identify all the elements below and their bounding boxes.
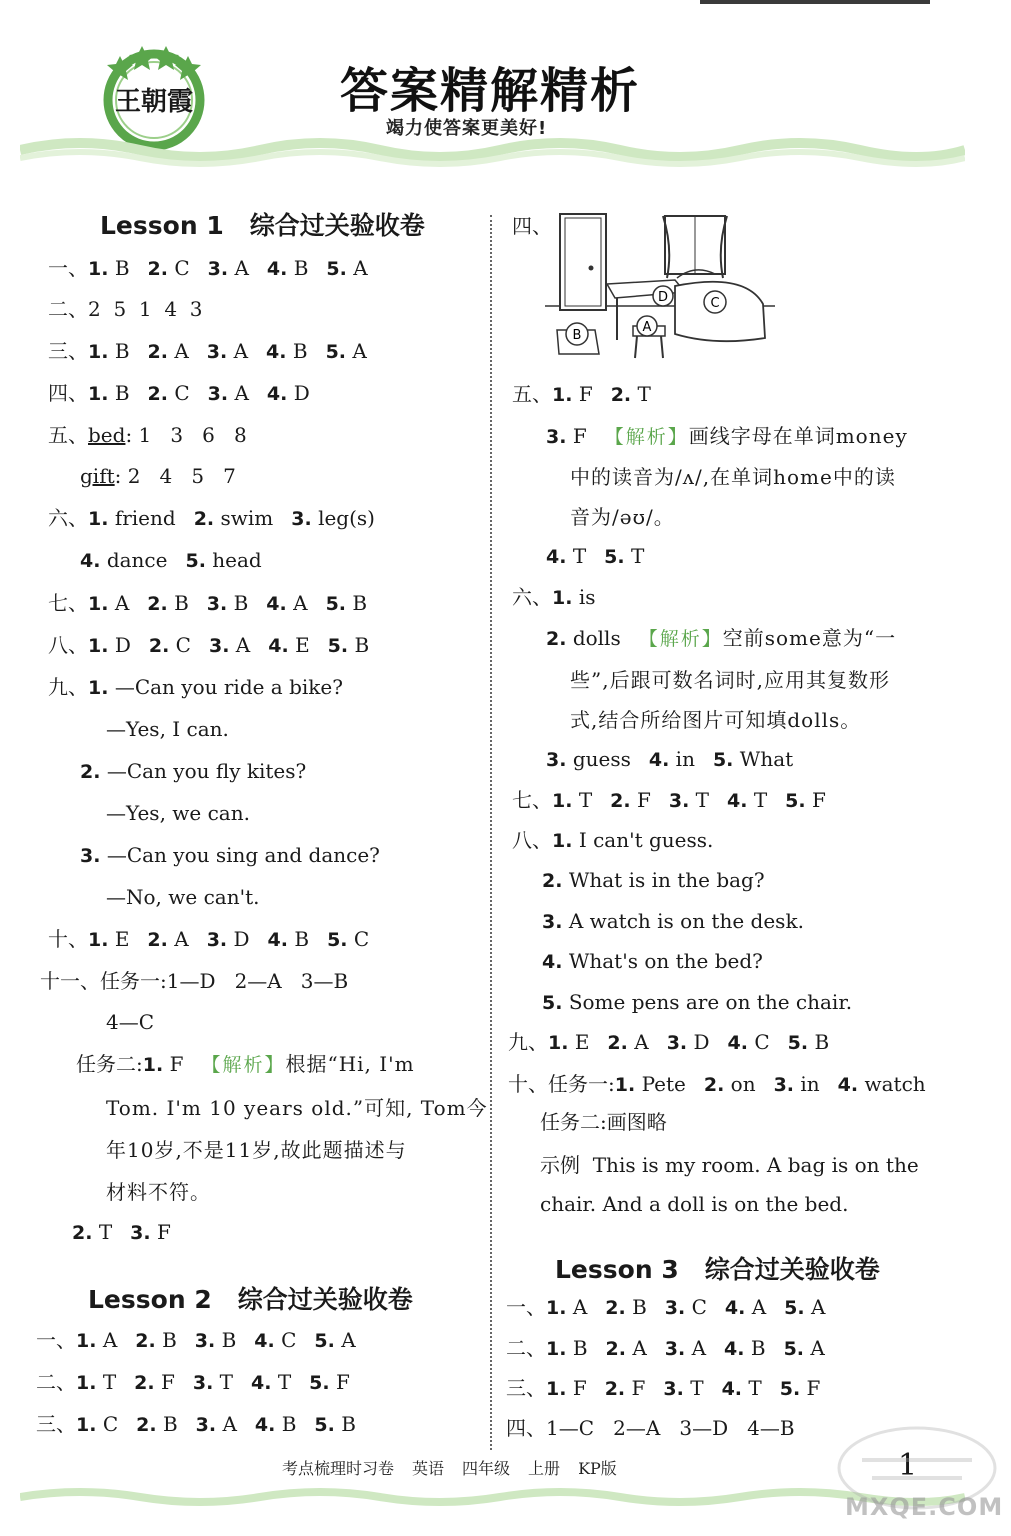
l1-section1: 一、1. B 2. C 3. A 4. B 5. A (48, 256, 368, 280)
page-footer: 考点梳理时习卷 英语 四年级 上册 KP版 (282, 1459, 617, 1478)
l1-section9-q1: 九、1. —Can you ride a bike? (48, 675, 343, 699)
l2-section8-1: 八、1. I can't guess. (512, 828, 714, 852)
l2-section10-example1: 示例 This is my room. A bag is on the (540, 1153, 919, 1177)
l2-section6-b: 3. guess 4. in 5. What (546, 747, 794, 771)
page-subtitle: 竭力使答案更美好! (386, 118, 548, 139)
l1-section9-q3: 3. —Can you sing and dance? (80, 843, 380, 867)
l3-section1: 一、1. A 2. B 3. C 4. A 5. A (506, 1295, 826, 1319)
room-picture (545, 208, 775, 363)
l2-section3: 三、1. C 2. B 3. A 4. B 5. B (36, 1412, 356, 1436)
l3-section4: 四、1—C 2—A 3—D 4—B (506, 1416, 795, 1440)
footer-wave-band (20, 1484, 965, 1510)
l2-section5-note2: 中的读音为/ʌ/,在单词home中的读 (570, 465, 896, 489)
l2-section2: 二、1. T 2. F 3. T 4. T 5. F (36, 1370, 350, 1394)
svg-text:A: A (642, 320, 652, 335)
l1-section11-task1b: 4—C (106, 1010, 155, 1034)
svg-text:D: D (657, 290, 669, 305)
l2-section10-example2: chair. And a doll is on the bed. (540, 1192, 849, 1216)
l1-section11-task1: 十一、任务一:1—D 2—A 3—B (40, 969, 349, 993)
l2-section6-note3: 式,结合所给图片可知填dolls。 (570, 708, 862, 732)
top-rule (700, 0, 930, 4)
l1-section9-r1: —Yes, I can. (106, 717, 229, 741)
l1-section9-r3: —No, we can't. (106, 885, 260, 909)
l2-section8-4: 4. What's on the bed? (542, 949, 763, 973)
l1-section6-b: 4. dance 5. head (80, 548, 262, 572)
picture-label-b (566, 323, 588, 345)
l1-section3: 三、1. B 2. A 3. A 4. B 5. A (48, 339, 367, 363)
page-number: 1 (898, 1448, 918, 1483)
l3-section3: 三、1. F 2. F 3. T 4. T 5. F (506, 1376, 821, 1400)
l2-section7: 七、1. T 2. F 3. T 4. T 5. F (512, 788, 826, 812)
header-wave-band (20, 128, 965, 170)
page-title: 答案精解精析 (340, 63, 641, 119)
column-divider (490, 215, 492, 1450)
l2-section8-5: 5. Some pens are on the chair. (542, 990, 853, 1014)
l1-section11-note2: Tom. I'm 10 years old.”可知, Tom今 (106, 1096, 488, 1120)
l2-section5-a: 五、1. F 2. T (512, 382, 651, 406)
l1-section4: 四、1. B 2. C 3. A 4. D (48, 381, 310, 405)
l3-section2: 二、1. B 2. A 3. A 4. B 5. A (506, 1336, 825, 1360)
lesson2-heading: Lesson 2 综合过关验收卷 (88, 1285, 413, 1314)
picture-label-d (653, 286, 673, 306)
l2-section5-q3: 3. F 【解析】画线字母在单词money (546, 424, 908, 448)
lesson3-heading: Lesson 3 综合过关验收卷 (555, 1255, 880, 1284)
l1-section10: 十、1. E 2. A 3. D 4. B 5. C (48, 927, 370, 951)
l1-section5-gift: gift: 2 4 5 7 (80, 464, 236, 488)
l2-section6-a: 六、1. is (512, 585, 596, 609)
l1-section6-a: 六、1. friend 2. swim 3. leg(s) (48, 506, 375, 530)
l1-section11-note3: 年10岁,不是11岁,故此题描述与 (106, 1138, 407, 1162)
l1-section9-r2: —Yes, we can. (106, 801, 250, 825)
svg-text:B: B (572, 328, 582, 343)
l1-section7: 七、1. A 2. B 3. B 4. A 5. B (48, 591, 368, 615)
picture-label-c (704, 291, 726, 313)
l1-section11-task2: 任务二:1. F 【解析】根据“Hi, I'm (76, 1052, 415, 1076)
l2-section8-3: 3. A watch is on the desk. (542, 909, 804, 933)
l2-section8-2: 2. What is in the bag? (542, 868, 765, 892)
l2-section1: 一、1. A 2. B 3. B 4. C 5. A (36, 1328, 356, 1352)
l1-section8: 八、1. D 2. C 3. A 4. E 5. B (48, 633, 370, 657)
l2-section10-task2: 任务二:画图略 (540, 1110, 667, 1134)
svg-text:C: C (710, 296, 720, 311)
watermark-text: MXQE.COM (845, 1493, 1004, 1521)
l2-section4-label: 四、 (512, 214, 552, 238)
l2-section5-note3: 音为/əʊ/。 (570, 505, 675, 529)
picture-label-a (637, 316, 657, 336)
lesson1-heading: Lesson 1 综合过关验收卷 (100, 211, 425, 240)
logo-text: 王朝霞 (114, 87, 194, 117)
l1-section9-q2: 2. —Can you fly kites? (80, 759, 307, 783)
l2-section10-task1: 十、任务一:1. Pete 2. on 3. in 4. watch (508, 1072, 926, 1096)
l1-section2: 二、2 5 1 4 3 (48, 297, 203, 321)
l2-section6-note2: 些”,后跟可数名词时,应用其复数形 (570, 668, 890, 692)
l1-section5-bed: 五、bed: 1 3 6 8 (48, 423, 247, 447)
l2-section5-b: 4. T 5. T (546, 544, 645, 568)
l1-section11-note4: 材料不符。 (106, 1180, 211, 1204)
l2-section6-q2: 2. dolls 【解析】空前some意为“一 (546, 626, 897, 650)
l1-section11-rest: 2. T 3. F (72, 1220, 171, 1244)
l2-section9: 九、1. E 2. A 3. D 4. C 5. B (508, 1030, 830, 1054)
